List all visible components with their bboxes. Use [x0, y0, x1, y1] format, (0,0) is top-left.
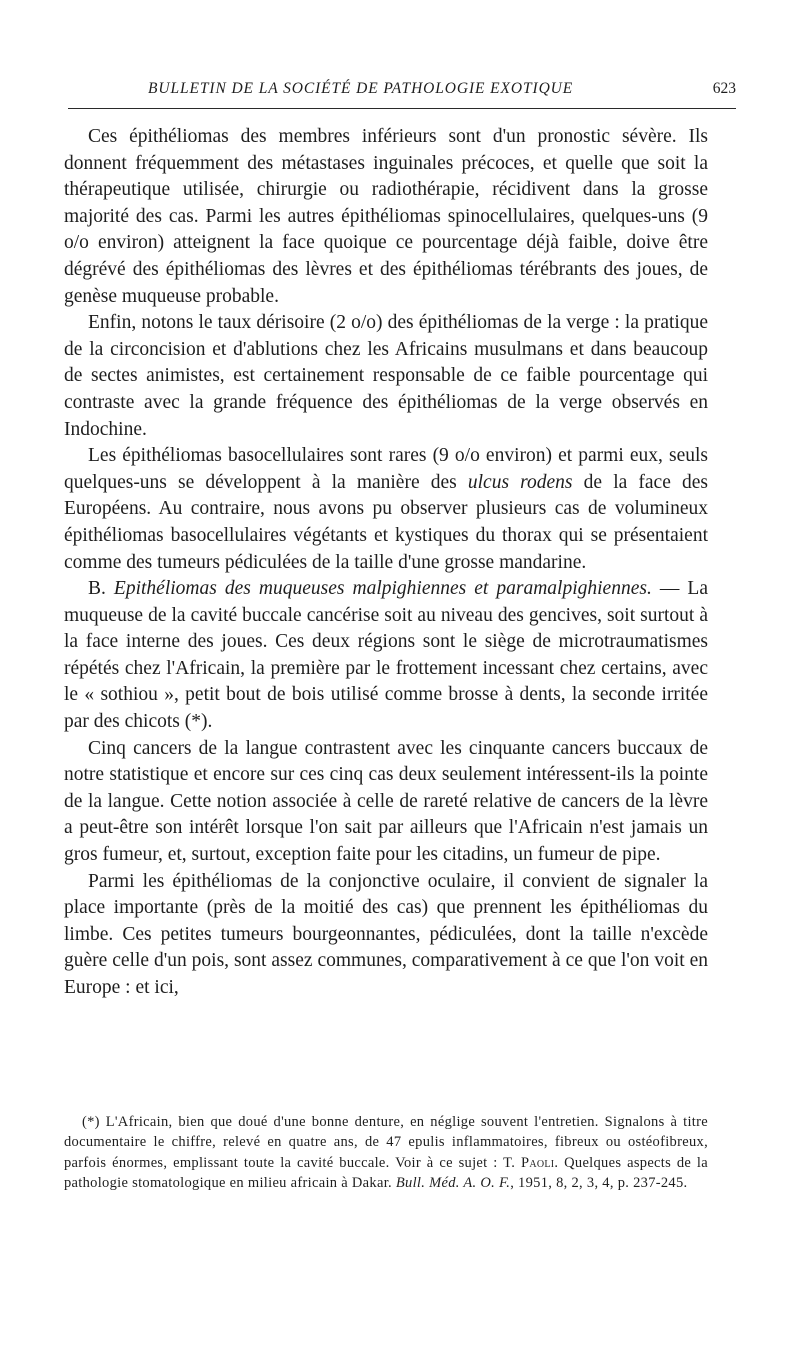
paragraph-5: Cinq cancers de la langue contrastent avec les cinquante cancers buccaux de notre statistique et encore sur ces cinq cas deux seulement intéressent-ils la pointe de la langue. Cette notion associée à celle de rareté relative de cancers de la lèvre a peut-être son intérêt lorsque l'on sait par ailleurs que l'Africain n'est jamais un gros fumeur, et, surtout, exception faite pour les citadins, un fumeur de pipe. — [64, 737, 708, 866]
footnotes — [64, 1112, 708, 1194]
section-title: Epithéliomas des muqueuses malpighiennes et paramalpighiennes. — [113, 578, 652, 600]
body-text — [64, 124, 708, 1002]
footnote — [64, 1112, 708, 1194]
footnote-author: Paoli — [520, 1154, 555, 1171]
page-number: 623 — [712, 80, 736, 97]
footnote-text-middle: . Quelques aspects de la pathologie stomatologique en milieu africain à Dakar. — [64, 1154, 708, 1192]
footnote-journal: Bull. Méd. A. O. F. — [395, 1175, 511, 1192]
footnote-text-end: , 1951, 8, 2, 3, 4, p. 237-245. — [510, 1175, 688, 1192]
footnote-text-start: (*) L'Africain, bien que doué d'une bonne denture, en néglige souvent l'entretien. Signalons à titre documentaire le chiffre, relevé en quatre ans, de 47 epulis inflammatoires, fibreux ou ostéofibreux, parfois énormes, emplissant toute la cavité buccale. Voir à ce sujet : T. — [64, 1114, 708, 1171]
paragraph-4 — [64, 576, 708, 736]
paragraph-1: Ces épithéliomas des membres inférieurs sont d'un pronostic sévère. Ils donnent fréquemment des métastases inguinales précoces, et quelle que soit la thérapeutique utilisée, chirurgie ou radiothérapie, récidivent dans la grosse majorité des cas. Parmi les autres épithéliomas spinocellulaires, quelques-uns (9 o/o environ) atteignent la face quoique ce pourcentage déjà faible, doive être dégrévé des épithéliomas des lèvres et des épithéliomas térébrants des joues, de genèse muqueuse probable. — [64, 126, 708, 307]
paragraph-6: Parmi les épithéliomas de la conjonctive oculaire, il convient de signaler la place importante (près de la moitié des cas) que prennent les épithéliomas du limbe. Ces petites tumeurs bourgeonnantes, pédiculées, dont la taille n'excède guère celle d'un pois, sont assez communes, comparativement à ce que l'on voit en Europe : et ici, — [64, 870, 708, 998]
page-header — [68, 80, 736, 104]
running-title: BULLETIN DE LA SOCIÉTÉ DE PATHOLOGIE EXOTIQUE — [148, 80, 574, 97]
section-label: B. — [88, 578, 114, 600]
paragraph-3 — [64, 443, 708, 576]
paragraph-3-text-end: de la face des Européens. Au contraire, nous avons pu observer plusieurs cas de volumineux épithéliomas basocellulaires végétants et kystiques du thorax qui se présentaient comme des tumeurs pédiculées de la taille d'une grosse mandarine. — [64, 471, 708, 573]
header-rule — [68, 108, 736, 109]
paragraph-2: Enfin, notons le taux dérisoire (2 o/o) des épithéliomas de la verge : la pratique de la circoncision et d'ablutions chez les Africains musulmans et dans beaucoup de sectes animistes, est certainement responsable de ce faible pourcentage qui contraste avec la grande fréquence des épithéliomas de la verge observés en Indochine. — [64, 312, 708, 440]
paragraph-3-text-start: Les épithéliomas basocellulaires sont rares (9 o/o environ) et parmi eux, seuls quelques-uns se développent à la manière des — [64, 445, 708, 493]
ulcus-rodens-term: ulcus rodens — [467, 471, 573, 493]
paragraph-4-text: — La muqueuse de la cavité buccale cancérise soit au niveau des gencives, soit surtout à la face interne des joues. Ces deux régions sont le siège de microtraumatismes répétés chez l'Africain, la première par le frottement incessant chez certains, avec le « sothiou », petit bout de bois utilisé comme brosse à dents, la seconde irritée par des chicots (*). — [64, 578, 708, 733]
